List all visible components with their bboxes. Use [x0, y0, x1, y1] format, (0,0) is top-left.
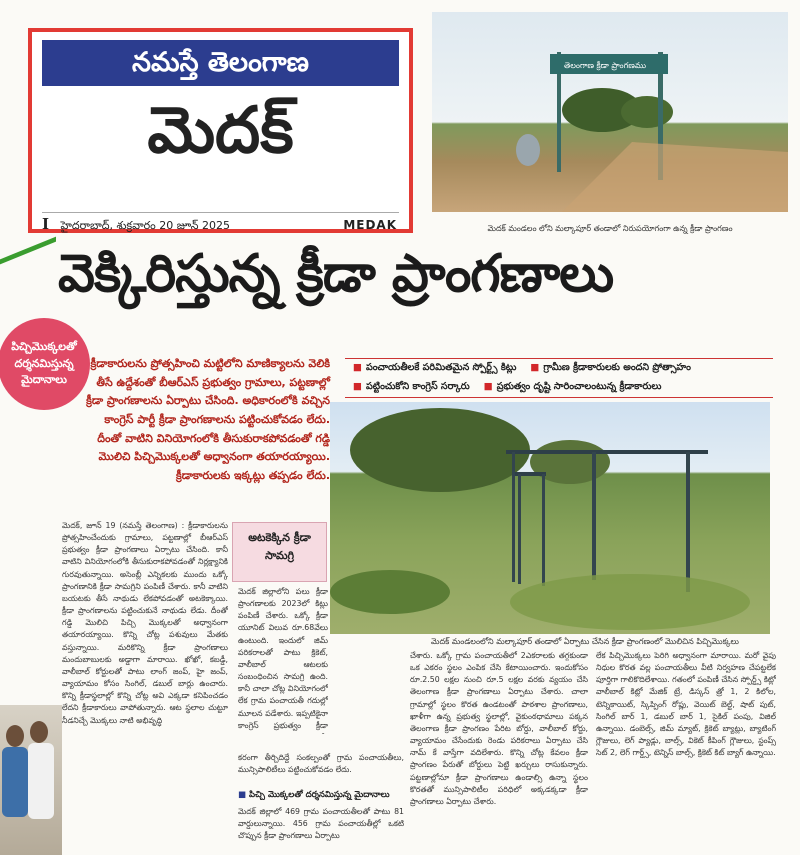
paper-name: నమస్తే తెలంగాణ — [42, 40, 399, 86]
article-column-2b: కరంగా తీర్చిదిద్దే సంకల్పంతో గ్రామ పంచాయతీలు, మున్సిపాలిటీలు పట్టించుకోవడం లేదు. — [238, 753, 404, 775]
edition-label: MEDAK — [343, 218, 397, 232]
highlight-item: ■ గ్రామీణ క్రీడాకారులకు అందని ప్రోత్సాహం — [530, 362, 691, 375]
photo-overgrown-playground — [330, 402, 770, 634]
highlights-box — [345, 358, 773, 398]
article-column-4: లేక పిచ్చిమొక్కలు పెరిగి అధ్వానంగా మారాయి. మరో వైపు నిధుల కొరత వల్ల పంచాయతీలు వీటి నిర్వహణ చేపట్టలేక పూర్తిగా గాలికొదిలేశాయి. గతంలో పంపిణీ చేసిన స్పోర్ట్స్ కిట్లో వాలీబాల్ కిట్లో మేజిక్ ట్రే, డిస్కస్ త్రో 1, 2 కిలోల, టెన్నికాయిట్, స్కిప్పింగ్ రోప్లు, వెయిట్ బెల్ట్, షాట్ పుట్, సింగిల్ బార్ 1, డబుల్ బార్ 1, సైకిల్ పంపు, విజిల్ ఉన్నాయి. డంబెల్స్, జిమ్ మ్యాట్, క్రికెట్ బ్యాట్లు, బ్యాటింగ్ గ్లౌజులు, లెగ్ ప్యాడ్లు, బాల్స్, వికెట్ కీపింగ్ గ్లౌజులు, స్టంప్స్ సెట్ 2, లెగ్ గార్డ్స్, టెన్నిస్ బాల్స్, క్రికెట్ కిట్ బ్యాగ్ ఉన్నాయి. — [596, 651, 776, 758]
masthead — [28, 28, 413, 233]
photo-people — [0, 705, 62, 855]
highlight-item: ■ ప్రభుత్వం దృష్టి సారించాలంటున్న క్రీడాకారులు — [484, 381, 662, 394]
sidebox-title: అటకెక్కిన క్రీడా సామగ్రి — [232, 522, 327, 582]
headline-swoosh — [0, 237, 56, 325]
main-photo-caption: మెదక్ మండలంలోని మల్కాపూర్ తండాలో ఏర్పాటు చేసిన క్రీడా ప్రాంగణంలో మొలిచిన పిచ్చిమొక్కలు — [431, 637, 739, 646]
page-number: I — [42, 215, 50, 233]
photo-playground-entrance — [432, 12, 788, 212]
highlight-item: ■ పంచాయతీలకే పరిమితమైన స్పోర్ట్స్ కిట్లు — [353, 362, 516, 375]
article-column-2c: మెదక్ జిల్లాలో 469 గ్రామ పంచాయతీలతో పాటు 81 వార్డులున్నాయి. 456 గ్రామ పంచాయతీల్లో ఒకటి చొప్పున క్రీడా ప్రాంగణాలు ఏర్పాటు — [238, 807, 404, 841]
playground-entrance-illustration — [432, 12, 788, 212]
entrance-sign-text: తెలంగాణ క్రీడా ప్రాంగణము — [564, 61, 647, 70]
masthead-divider — [42, 212, 399, 213]
highlight-item: ■ పట్టించుకోని కాంగ్రెస్ సర్కారు — [353, 381, 470, 394]
headline: వెక్కిరిస్తున్న క్రీడా ప్రాంగణాలు — [58, 244, 614, 304]
dateline — [42, 215, 230, 235]
article-column-1: మెదక్, జూన్ 19 (నమస్తే తెలంగాణ) : క్రీడాకారులను ప్రోత్సహించేందుకు గ్రామాలు, పట్టణాల్లో బీఆర్ఎస్ ప్రభుత్వం క్రీడా ప్రాంగణాలు ఏర్పాటు చేసింది. కానీ వాటిని వినియోగంలోకి తీసుకురాకపోవడంతో నిర్లక్ష్యానికి గురవుతున్నాయి. అసెంబ్లీ ఎన్నికలకు ముందు ఒక్కో ప్రాంగణానికి క్రీడా సామగ్రిని పంపిణీ చేశారు. కానీ వాటిని బయటకు తీసే నాథుడు లేకపోవడంతో అటకెక్కాయి. క్రీడా ప్రాంగణాలను పట్టించుకునే నాథుడు లేడు. దీంతో గడ్డి మొలిచి పిచ్చి మొక్కలతో అధ్వానంగా తయారయ్యాయి. కొన్ని చోట్ల పశువులు మేతకు వస్తున్నాయి. మరికొన్ని క్రీడా ప్రాంగణాలు మందుబాబులకు అడ్డాగా మారాయి. ఖోఖో, కబడ్డీ, వాలీబాల్ కోర్టులతో పాటు లాంగ్ జంప్, హై జంప్, వ్యాయామం కోసం సింగిల్, డబుల్ బార్లు ఉంచారు. కొన్ని క్రీడాస్థలాల్లో కొన్ని చోట్ల అవి ఎక్కడా కనిపించడం లేదని క్రీడాకారులు వాపోతున్నారు. ఆట స్థలాల చుట్టూ నీడనిచ్చే మొక్కలు నాటి అభివృద్ధి — [62, 521, 228, 725]
article-column-2: మెదక్ జిల్లాలోని పలు క్రీడా ప్రాంగణాలకు 2023లో కిట్లు పంపిణీ చేశారు. ఒక్కో క్రీడా యూనిట్ విలువ రూ.68వేలు ఉంటుంది. ఇందులో జిమ్ పరికరాలతో పాటు క్రికెట్, వాలీబాల్ ఆటలకు సంబంధించిన సామగ్రి ఉంది. కానీ చాలా చోట్ల వినియోగంలో లేక గ్రామ పంచాయతీ గదుల్లో మూలన పడేశారు. ఇప్పటికైనా కాంగ్రెస్ ప్రభుత్వం క్రీడా — [238, 587, 328, 730]
dateline-text: హైదరాబాద్, శుక్రవారం 20 జూన్ 2025 — [60, 219, 231, 232]
edition-title: మెదక్ — [147, 94, 294, 168]
section-badge — [0, 318, 90, 410]
badge-text: పిచ్చిమొక్కలతో దర్శనమిస్తున్న మైదానాలు — [11, 340, 77, 387]
top-photo-caption: మెదక్ మండలం లోని మల్కాపూర్ తండాలో నిరుపయోగంగా ఉన్న క్రీడా ప్రాంగణం — [487, 224, 733, 233]
overgrown-playground-illustration — [330, 402, 770, 634]
lead-paragraph: క్రీడాకారులను ప్రోత్సహించి మట్టిలోని మాణిక్యాలను వెలికి తీసే ఉద్దేశంతో బీఆర్ఎస్ ప్రభుత్వం గ్రామాలు, పట్టణాల్లో క్రీడా ప్రాంగణాలను ఏర్పాటు చేసింది. అధికారంలోకి వచ్చిన కాంగ్రెస్ పార్టీ క్రీడా ప్రాంగణాలను పట్టించుకోవడం లేదు. దీంతో వాటిని వినియోగంలోకి తీసుకురాకపోవడంతో గడ్డి మొలిచి పిచ్చిమొక్కలతో అధ్వానంగా తయారయ్యాయి. క్రీడాకారులకు ఇక్కట్లు తప్పడం లేదు. — [86, 357, 330, 483]
article-subhead: ■ పిచ్చి మొక్కలతో దర్శనమిస్తున్న మైదానాలు — [238, 790, 390, 802]
article-column-3: చేశారు. ఒక్కో గ్రామ పంచాయతీలో 2ఎకరాలకు తగ్గకుండా ఒక ఎకరం స్థలం ఎంపిక చేసి కేటాయించారు. ఇందుకోసం రూ.2.50 లక్షల నుంచి రూ.5 లక్షల వరకు వ్యయం చేసి తెలంగాణ క్రీడా ప్రాంగణాలు ఏర్పాటు చేశారు. చాలా గ్రామాల్లో స్థలం కొరత ఉండటంతో పాఠశాల ప్రాంగణాలు, ఖాళీగా ఉన్న ప్రభుత్వ స్థలాల్లో, వైకుంఠధామాలు పక్కన తెలంగాణ క్రీడా ప్రాంగణం పేరిట బోర్డు, వాలీబాల్ కోర్టు, వ్యాయామం చేసేందుకు రెండు పరికరాలు ఏర్పాటు చేసి నామ్ కే వాస్తేగా వదిలేశారు. కొన్ని చోట్ల కేవలం క్రీడా ప్రాంగణం పేరుతో బోర్డులు పెట్టి ఖర్చులు రాసుకున్నారు. పట్టణాల్లోనూ క్రీడా ప్రాంగణాలు ఉండాల్సి ఉన్నా స్థలం కొరతతో మున్సిపాలిటీల పరిధిలో అక్కడక్కడా క్రీడా ప్రాంగణాలు ఏర్పాటు చేశారు. — [410, 651, 588, 806]
